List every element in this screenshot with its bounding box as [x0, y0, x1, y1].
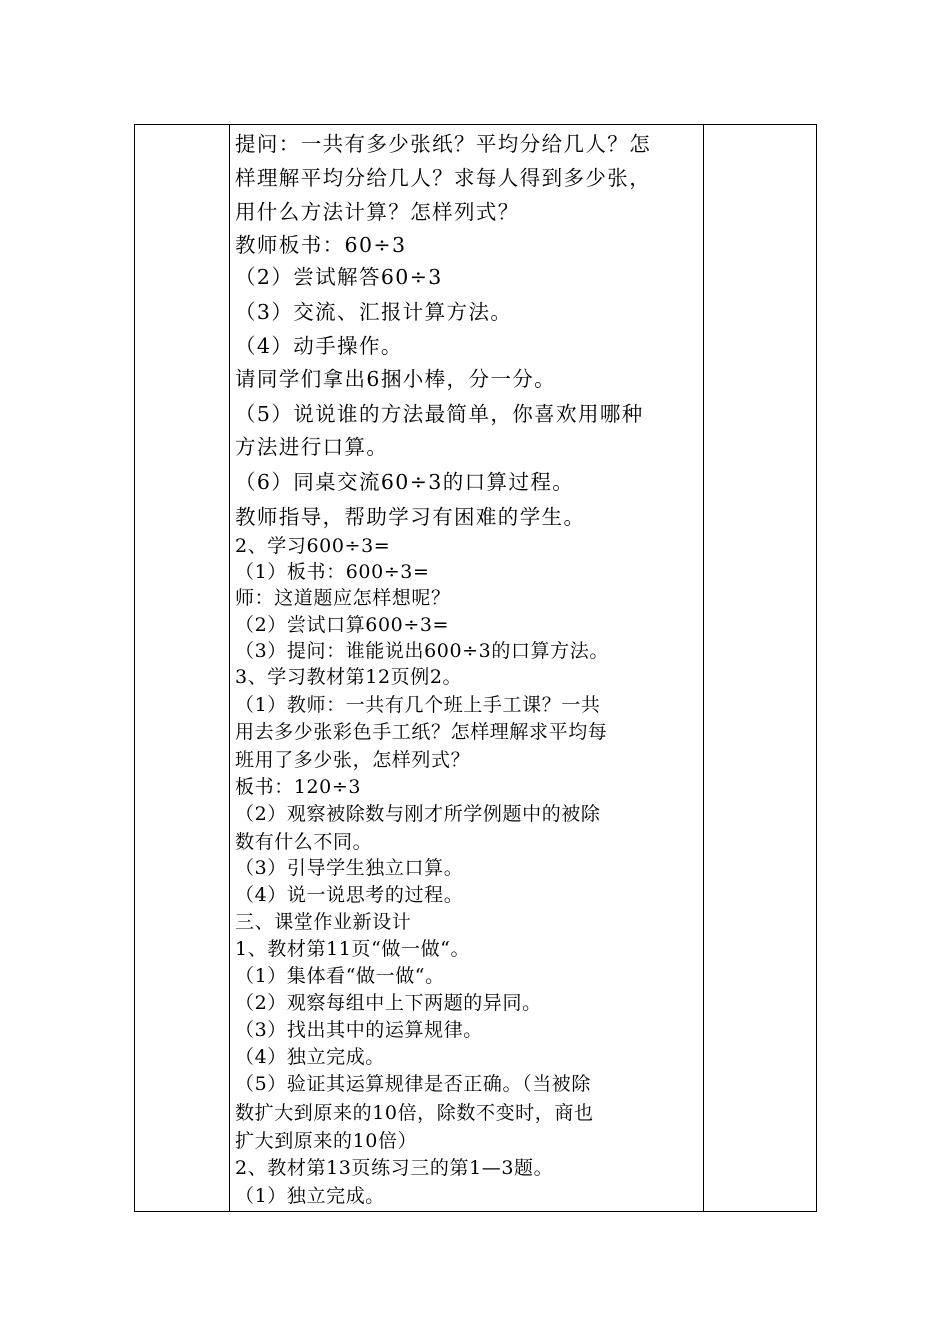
text-line: 方法进行口算。 [235, 435, 389, 459]
text-line: （1）教师：一共有几个班上手工课？一共 [235, 694, 601, 716]
text-line: （3）引导学生独立口算。 [235, 857, 464, 879]
text-line: 3、学习教材第12页例2。 [235, 666, 463, 688]
text-line: 板书：120÷3 [235, 776, 362, 798]
lesson-table [134, 124, 817, 1212]
text-line: （3）提问：谁能说出600÷3的口算方法。 [235, 640, 609, 662]
left-column-cell [135, 125, 230, 1212]
text-line: （3）找出其中的运算规律。 [235, 1019, 483, 1041]
text-line: （2）尝试口算600÷3= [235, 614, 450, 636]
text-line: （6）同桌交流60÷3的口算过程。 [235, 470, 575, 494]
right-column-cell [704, 125, 817, 1212]
text-line: （3）交流、汇报计算方法。 [235, 300, 513, 324]
text-line: 1、教材第11页“做一做“。 [235, 938, 471, 960]
lesson-content [230, 125, 703, 1211]
text-line: 教师指导，帮助学习有困难的学生。 [235, 505, 586, 529]
text-line: （5）验证其运算规律是否正确。（当被除 [235, 1073, 591, 1095]
text-line: 数有什么不同。 [235, 831, 373, 853]
text-line: 用去多少张彩色手工纸？怎样理解求平均每 [235, 721, 608, 743]
text-line: 班用了多少张，怎样列式？ [235, 749, 471, 771]
text-line: 数扩大到原来的10倍，除数不变时，商也 [235, 1102, 594, 1124]
text-line: 请同学们拿出6捆小棒，分一分。 [235, 367, 557, 391]
text-line: （2）尝试解答60÷3 [235, 265, 443, 289]
text-line: （2）观察被除数与刚才所学例题中的被除 [235, 803, 601, 825]
text-line: 样理解平均分给几人？求每人得到多少张， [235, 166, 652, 190]
text-line: （4）独立完成。 [235, 1046, 385, 1068]
text-line: 2、学习600÷3= [235, 535, 391, 557]
lesson-content-cell [230, 125, 704, 1212]
text-line: 师：这道题应怎样想呢？ [235, 587, 451, 609]
text-line: （1）集体看“做一做“。 [235, 965, 445, 987]
text-line: （1）板书：600÷3= [235, 561, 430, 583]
text-line: 提问：一共有多少张纸？平均分给几人？怎 [235, 132, 652, 156]
text-line: （2）观察每组中上下两题的异同。 [235, 992, 542, 1014]
text-line: 三、课堂作业新设计 [235, 911, 412, 933]
text-line: 用什么方法计算？怎样列式？ [235, 200, 520, 224]
text-line: 教师板书：60÷3 [235, 233, 407, 257]
text-line: （1）独立完成。 [235, 1185, 385, 1207]
text-line: （4）说一说思考的过程。 [235, 884, 464, 906]
table-row [135, 125, 817, 1212]
text-line: 2、教材第13页练习三的第1—3题。 [235, 1157, 554, 1179]
text-line: （5）说说谁的方法最简单，你喜欢用哪种 [235, 402, 644, 426]
text-line: 扩大到原来的10倍） [235, 1130, 418, 1152]
text-line: （4）动手操作。 [235, 334, 403, 358]
